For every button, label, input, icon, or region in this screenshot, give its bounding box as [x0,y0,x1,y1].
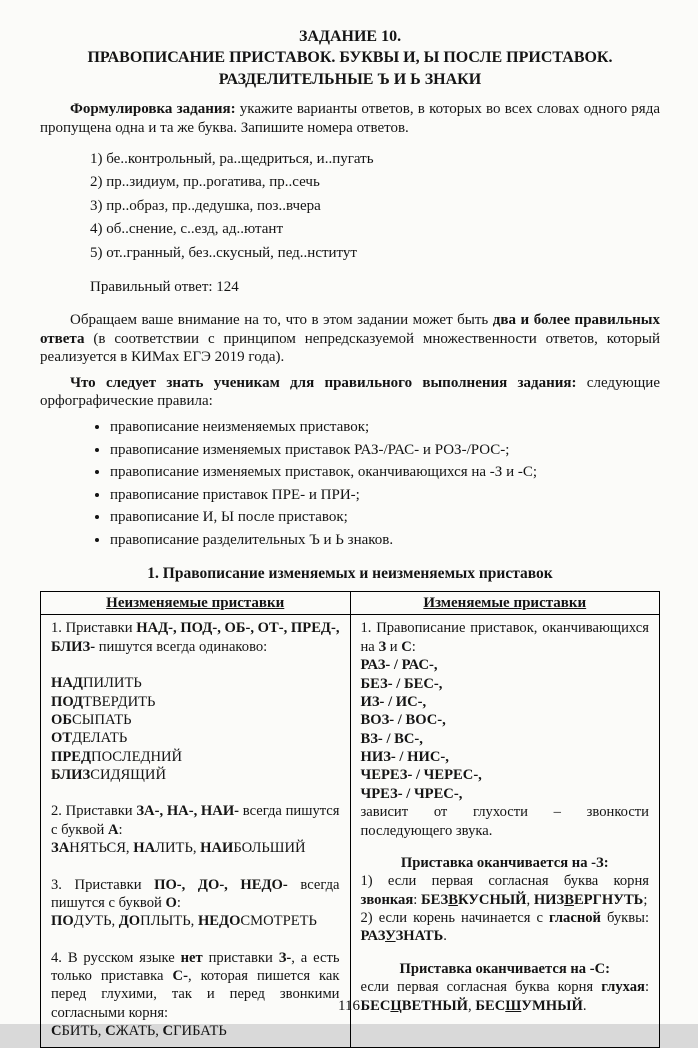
text-segment: , [468,997,476,1014]
table-text-block [51,729,340,747]
text-segment: ЕРГНУТЬ [573,891,644,908]
table-text-block [51,839,340,857]
text-segment: приставки [202,949,279,966]
prefix-rules-table [40,591,660,1048]
page-number: 116 [338,998,360,1015]
text-segment: З [378,638,387,655]
option-line: 4) об..снение, с..езд, ад..ютант [90,221,283,238]
text-segment: НАД [51,675,83,692]
text-segment: ПОД [51,693,84,710]
text-segment: два и более правильных ответа [40,312,660,347]
document-title [40,26,660,90]
text-segment: 1. Приставки [51,620,137,637]
text-segment: БЕЗ [420,891,449,908]
text-segment: С [401,638,412,655]
table-text-block [361,748,650,766]
text-segment: С [162,1023,174,1040]
text-segment: ПО-, ДО-, НЕДО- [154,876,288,893]
know-paragraph [40,374,660,411]
table-cell-unchangeable [41,615,351,1047]
text-segment: следующие орфографические правила: [40,374,660,410]
table-text-block [51,766,340,784]
text-segment: ВЗ- / ВС-, [360,730,423,747]
text-segment: Приставка оканчивается на -З: [400,854,609,871]
rule-item: • правописание разделительных Ъ и Ь знаков. [110,531,660,550]
text-segment: ПОСЛЕДНИЙ [91,748,183,765]
text-segment: ПО [51,913,74,930]
text-segment: БОЛЬШИЙ [233,840,306,857]
rule-item: • правописание изменяемых приставок, оканчивающихся на -З и -С; [110,463,660,482]
text-segment: , которая пишется как перед глухими, так и перед звонкими согласными корня: [51,968,340,1021]
text-segment: гласной [548,910,601,927]
text-segment: НИЗ- / НИС-, [360,749,449,766]
text-segment: ОБ [51,711,72,728]
text-segment: буквы: [600,910,649,927]
text-segment: БЕС [475,997,506,1014]
text-segment: А [107,821,119,838]
text-segment: зависит от глухости – звонкости последующего звука. [360,804,649,839]
title-line-2: ПРАВОПИСАНИЕ ПРИСТАВОК. БУКВЫ И, Ы ПОСЛЕ ПРИСТАВОК. [87,49,613,67]
text-segment: . [443,928,447,945]
text-segment: и [386,638,402,655]
text-segment: 1) если первая согласная буква корня [360,873,649,890]
text-segment: Приставка оканчивается на -С: [399,960,610,977]
text-segment: Ш [505,997,522,1014]
text-segment: : [176,894,181,911]
table-text-block [51,912,340,930]
text-segment: ГИБАТЬ [173,1023,227,1040]
section-heading: 1. Правописание изменяемых и неизменяемых приставок [147,564,553,582]
table-text-block [361,872,650,909]
text-segment: С [105,1023,116,1040]
text-segment: 2. Приставки [51,803,137,820]
text-segment: УМНЫЙ [521,997,583,1014]
table-text-block [361,785,650,803]
text-segment: ЖАТЬ, [115,1023,163,1040]
text-segment: БИТЬ, [61,1023,106,1040]
text-segment: : [413,891,421,908]
table-text-block [361,730,650,748]
table-header-changeable: Изменяемые приставки [350,591,660,615]
table-text-block [361,675,650,693]
text-segment: ЗА-, НА-, НАИ- [136,803,240,820]
text-segment: НА [133,840,156,857]
text-segment: ИЗ- / ИС-, [360,693,427,710]
text-segment: С- [172,968,188,985]
text-segment: глухая [601,979,645,996]
text-segment: ДУТЬ, [73,913,119,930]
table-text-block [361,960,650,978]
table-text-block [361,711,650,729]
table-text-block [361,803,650,840]
text-segment: : [118,821,123,838]
table-body-row [41,615,660,1047]
text-segment: В [448,891,458,908]
text-segment: нет [180,949,203,966]
table-cell-changeable [350,615,660,1047]
text-segment: укажите варианты ответов, в которых во всех словах одного ряда пропущена одна и та же буква. Запишите номера ответов. [40,101,660,136]
text-segment: ОТ [51,730,73,747]
text-segment: : [644,979,649,996]
text-segment: ПРЕД [51,748,92,765]
table-text-block [51,711,340,729]
text-segment: Ц [390,997,402,1014]
text-segment: О [165,894,177,911]
table-text-block [51,1022,340,1040]
answer-options [90,150,660,263]
text-segment: Обращаем ваше внимание на то, что в этом задании может быть [70,312,493,329]
text-segment: пишутся всегда одинаково: [95,638,268,655]
table-text-block [51,748,340,766]
text-segment: 3. Приставки [51,876,155,893]
text-segment: ПИЛИТЬ [82,675,142,692]
text-segment: З- [278,949,292,966]
text-segment: если первая согласная буква корня [360,979,602,996]
text-segment: У [385,928,396,945]
table-text-block [361,909,650,946]
table-header-row [41,591,660,615]
table-text-block [361,854,650,872]
text-segment: БЛИЗ [51,767,91,784]
text-segment: Что следует знать ученикам для правильного выполнения задания: [70,374,577,391]
text-segment: звонкая [360,891,414,908]
table-text-block [361,619,650,656]
rule-item: • правописание приставок ПРЕ- и ПРИ-; [110,486,660,505]
rule-item: • правописание изменяемых приставок РАЗ-/РАС- и РОЗ-/РОС-; [110,441,660,460]
text-segment: 1. Правописание приставок, оканчивающихся на [360,620,649,655]
text-segment: 2) если корень начинается с [360,910,549,927]
text-segment: СЫПАТЬ [72,711,132,728]
note-paragraph [40,311,660,367]
text-segment: ЗА [51,840,70,857]
text-segment: , а есть только приставка [51,949,340,985]
option-line: 3) пр..образ, пр..дедушка, поз..вчера [90,197,321,214]
table-header-unchangeable: Неизменяемые приставки [41,591,351,615]
title-line-3: РАЗДЕЛИТЕЛЬНЫЕ Ъ И Ь ЗНАКИ [218,70,482,88]
text-segment: ЗНАТЬ [395,928,444,945]
text-segment: РАЗ [360,928,386,945]
text-segment: БЕЗ- / БЕС-, [360,675,443,692]
text-segment: НЕДО [197,913,241,930]
text-segment: 4. В русском языке [51,949,181,966]
text-segment: КУСНЫЙ [457,891,527,908]
text-segment: НЯТЬСЯ, [69,840,134,857]
text-segment: В [564,891,574,908]
table-text-block [361,656,650,674]
text-segment: . [582,997,587,1014]
text-segment: Формулировка задания: [70,101,236,118]
table-text-block [51,802,340,839]
table-text-block [51,693,340,711]
table-text-block [51,674,340,692]
text-segment: : [411,638,416,655]
table-text-block [361,693,650,711]
table-text-block [361,766,650,784]
text-segment: всегда пишутся с буквой [51,803,340,838]
text-segment: ; [643,891,648,908]
task-paragraph [40,100,660,137]
text-segment: ПЛЫТЬ, [140,913,198,930]
text-segment: ДЕЛАТЬ [72,730,128,747]
table-text-block [51,876,340,913]
text-segment: НИЗ [533,891,565,908]
text-segment: ЧЕРЕЗ- / ЧЕРЕС-, [360,767,482,784]
text-segment: СИДЯЩИЙ [90,767,166,784]
option-line: 2) пр..зидиум, пр..рогатива, пр..сечь [90,174,320,191]
text-segment: НАД-, ПОД-, ОБ-, ОТ-, ПРЕД-, БЛИЗ- [51,620,340,655]
rules-list [40,418,660,550]
rule-item: • правописание И, Ы после приставок; [110,508,660,527]
correct-answer: Правильный ответ: 124 [90,279,239,296]
option-line: 1) бе..контрольный, ра..щедриться, и..пугать [90,150,374,167]
text-segment: , [526,891,534,908]
text-segment: РАЗ- / РАС-, [360,657,438,674]
text-segment: ВОЗ- / ВОС-, [360,712,446,729]
option-line: 5) от..гранный, без..скусный, пед..нститут [90,244,357,261]
text-segment: ЧРЕЗ- / ЧРЕС-, [360,785,463,802]
text-segment: (в соответствии с принципом непредсказуемой множественности ответов, который реализуется в КИМах ЕГЭ 2019 года). [40,330,660,366]
title-line-1: ЗАДАНИЕ 10. [298,28,402,45]
table-text-block [51,619,340,656]
rule-item: • правописание неизменяемых приставок; [110,418,660,437]
text-segment: ЛИТЬ, [155,840,201,857]
text-segment: ТВЕРДИТЬ [83,693,156,710]
text-segment: всегда пишутся с буквой [51,876,340,911]
text-segment: ДО [118,913,141,930]
text-segment: СМОТРЕТЬ [240,913,317,930]
text-segment: НАИ [200,840,234,857]
text-segment: С [51,1023,62,1040]
text-segment: БЕС [360,997,391,1014]
text-segment: ВЕТНЫЙ [401,997,469,1014]
